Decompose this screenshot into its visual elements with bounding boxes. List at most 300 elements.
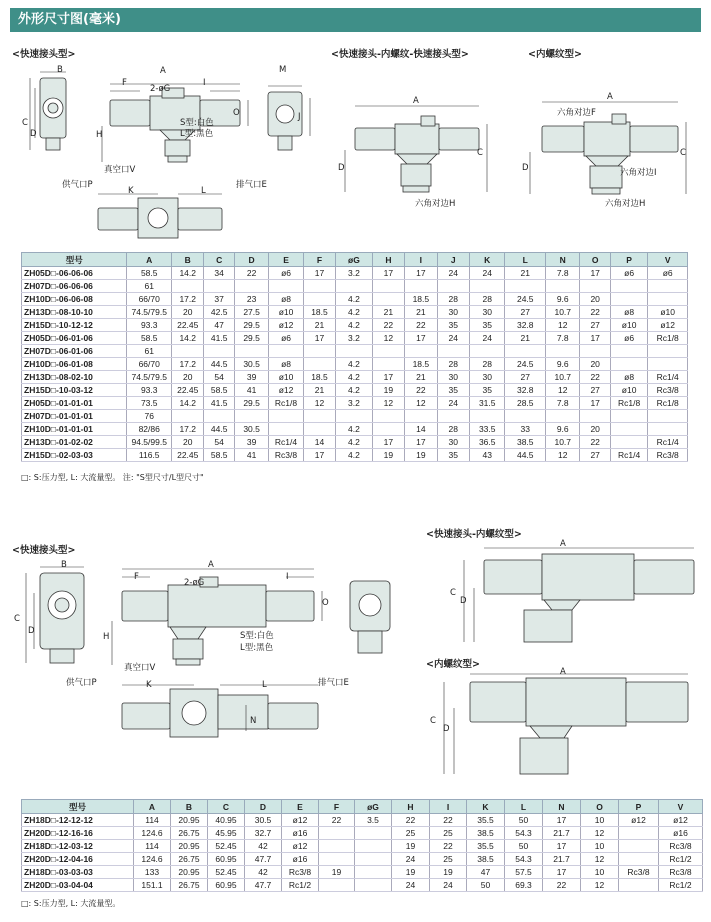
dim-j: J xyxy=(298,112,301,122)
value-cell: 3.2 xyxy=(336,397,372,410)
value-cell: 82/86 xyxy=(127,423,172,436)
value-cell: 14 xyxy=(303,436,335,449)
dim-b: B xyxy=(57,65,63,75)
value-cell: ø8 xyxy=(610,371,648,384)
value-cell: 94.5/99.5 xyxy=(127,436,172,449)
value-cell: 58.5 xyxy=(127,332,172,345)
value-cell: 12 xyxy=(581,853,619,866)
value-cell: Rc3/8 xyxy=(619,866,659,879)
value-cell: 19 xyxy=(392,866,430,879)
table-row xyxy=(22,814,703,827)
value-cell: 24 xyxy=(437,267,469,280)
value-cell: 17.2 xyxy=(172,293,204,306)
value-cell xyxy=(303,423,335,436)
value-cell: 17 xyxy=(543,814,581,827)
value-cell: 35.5 xyxy=(467,814,505,827)
value-cell xyxy=(269,345,303,358)
value-cell: Rc1/8 xyxy=(610,397,648,410)
value-cell xyxy=(505,345,546,358)
value-cell: 17 xyxy=(372,267,404,280)
header-cell: D xyxy=(234,253,268,267)
value-cell xyxy=(303,293,335,306)
value-cell xyxy=(372,293,404,306)
value-cell: 44.5 xyxy=(204,423,234,436)
value-cell xyxy=(204,345,234,358)
value-cell: 19 xyxy=(405,449,437,462)
value-cell: 30 xyxy=(437,436,469,449)
value-cell: Rc3/8 xyxy=(659,866,703,879)
value-cell: 35 xyxy=(470,319,505,332)
dim-h: H xyxy=(96,130,103,140)
dim-c: C xyxy=(22,118,28,128)
table-row xyxy=(22,358,688,371)
dim-n-b: N xyxy=(250,716,257,726)
value-cell: 93.3 xyxy=(127,319,172,332)
value-cell: 54.3 xyxy=(505,853,543,866)
value-cell: 20.95 xyxy=(171,814,208,827)
value-cell: 151.1 xyxy=(134,879,171,892)
value-cell: 17 xyxy=(372,436,404,449)
value-cell xyxy=(172,410,204,423)
dim-c-b3: C xyxy=(430,716,436,726)
value-cell: 22 xyxy=(580,371,610,384)
table-row xyxy=(22,319,688,332)
value-cell: 30 xyxy=(437,306,469,319)
value-cell xyxy=(204,410,234,423)
page-title: 外形尺寸图(毫米) xyxy=(10,8,701,32)
value-cell xyxy=(172,280,204,293)
value-cell xyxy=(372,423,404,436)
value-cell xyxy=(355,840,392,853)
header-cell: 型号 xyxy=(22,800,134,814)
value-cell: 58.5 xyxy=(204,384,234,397)
value-cell: 4.2 xyxy=(336,384,372,397)
dim-d-b: D xyxy=(28,626,35,636)
value-cell: 21 xyxy=(303,384,335,397)
table-row xyxy=(22,410,688,423)
value-cell: ø10 xyxy=(610,319,648,332)
header-cell: C xyxy=(204,253,234,267)
value-cell: Rc1/2 xyxy=(282,879,319,892)
header-cell: C xyxy=(208,800,245,814)
dim-d-b3: D xyxy=(443,724,450,734)
value-cell: 32.7 xyxy=(245,827,282,840)
value-cell xyxy=(470,345,505,358)
value-cell: 20.95 xyxy=(171,866,208,879)
value-cell: 30.5 xyxy=(234,423,268,436)
value-cell: 29.5 xyxy=(234,319,268,332)
value-cell: Rc1/8 xyxy=(648,397,688,410)
value-cell xyxy=(234,345,268,358)
value-cell: 18.5 xyxy=(405,293,437,306)
table-2-note: □: S:压力型, L: 大流量型。 xyxy=(21,899,121,908)
table-row xyxy=(22,280,688,293)
header-cell: D xyxy=(245,800,282,814)
value-cell: 19 xyxy=(430,866,467,879)
table-row xyxy=(22,306,688,319)
value-cell: 14.2 xyxy=(172,397,204,410)
value-cell: 17 xyxy=(303,267,335,280)
value-cell: 22.45 xyxy=(172,319,204,332)
value-cell xyxy=(610,345,648,358)
value-cell xyxy=(355,879,392,892)
header-cell: A xyxy=(127,253,172,267)
value-cell: 20 xyxy=(580,358,610,371)
header-cell: øG xyxy=(355,800,392,814)
value-cell: 21 xyxy=(505,267,546,280)
header-cell: B xyxy=(171,800,208,814)
value-cell: 42 xyxy=(245,840,282,853)
header-cell: F xyxy=(303,253,335,267)
value-cell: 21 xyxy=(405,371,437,384)
value-cell: 41 xyxy=(234,449,268,462)
section-female: <内螺纹型> xyxy=(528,49,582,60)
value-cell xyxy=(619,840,659,853)
value-cell: 37 xyxy=(204,293,234,306)
value-cell: 114 xyxy=(134,840,171,853)
value-cell: 32.8 xyxy=(505,319,546,332)
value-cell: 18.5 xyxy=(303,371,335,384)
value-cell: 22 xyxy=(543,879,581,892)
value-cell: 57.5 xyxy=(505,866,543,879)
value-cell: 52.45 xyxy=(208,866,245,879)
value-cell: 4.2 xyxy=(336,306,372,319)
model-cell: ZH18D□-12-12-12 xyxy=(22,814,134,827)
value-cell xyxy=(234,410,268,423)
value-cell: 22 xyxy=(392,814,430,827)
value-cell: 69.3 xyxy=(505,879,543,892)
value-cell: 66/70 xyxy=(127,358,172,371)
value-cell: ø12 xyxy=(619,814,659,827)
value-cell: 38.5 xyxy=(467,853,505,866)
value-cell: ø10 xyxy=(269,371,303,384)
value-cell: ø8 xyxy=(610,306,648,319)
header-cell: E xyxy=(269,253,303,267)
value-cell xyxy=(619,853,659,866)
value-cell: 17.2 xyxy=(172,358,204,371)
model-cell: ZH20D□-12-04-16 xyxy=(22,853,134,866)
value-cell: 26.75 xyxy=(171,827,208,840)
value-cell: 17 xyxy=(543,840,581,853)
model-cell: ZH13D□-08-02-10 xyxy=(22,371,127,384)
value-cell: 27.5 xyxy=(234,306,268,319)
value-cell: 22 xyxy=(430,814,467,827)
hex-h-label-3: 六角对边H xyxy=(605,199,646,209)
value-cell: 17 xyxy=(405,267,437,280)
model-cell: ZH13D□-08-10-10 xyxy=(22,306,127,319)
model-cell: ZH07D□-01-01-01 xyxy=(22,410,127,423)
value-cell xyxy=(648,280,688,293)
value-cell xyxy=(303,345,335,358)
value-cell: 7.8 xyxy=(546,267,580,280)
value-cell xyxy=(319,879,355,892)
section-push-fit-female: <快速接头-内螺纹-快速接头型> xyxy=(331,49,469,60)
value-cell xyxy=(610,280,648,293)
value-cell xyxy=(372,280,404,293)
value-cell: 52.45 xyxy=(208,840,245,853)
value-cell: 28 xyxy=(437,293,469,306)
table-row xyxy=(22,866,703,879)
value-cell: 21 xyxy=(505,332,546,345)
value-cell: 17 xyxy=(303,449,335,462)
model-cell: ZH18D□-12-03-12 xyxy=(22,840,134,853)
value-cell: 10 xyxy=(581,866,619,879)
header-cell: E xyxy=(282,800,319,814)
value-cell: 22 xyxy=(580,436,610,449)
value-cell: ø10 xyxy=(610,384,648,397)
value-cell: ø6 xyxy=(269,267,303,280)
value-cell xyxy=(336,280,372,293)
value-cell: 17 xyxy=(580,332,610,345)
value-cell: 12 xyxy=(546,319,580,332)
dim-a-3: A xyxy=(607,92,613,102)
value-cell xyxy=(269,410,303,423)
dim-h-b: H xyxy=(103,632,110,642)
value-cell: 28 xyxy=(470,358,505,371)
table-1-note: □: S:压力型, L: 大流量型。 注: "S型尺寸/L型尺寸" xyxy=(21,473,204,482)
value-cell xyxy=(303,358,335,371)
value-cell xyxy=(648,345,688,358)
dim-o: O xyxy=(233,108,240,118)
model-cell: ZH10D□-06-01-08 xyxy=(22,358,127,371)
value-cell: 22 xyxy=(372,319,404,332)
value-cell: ø6 xyxy=(610,332,648,345)
value-cell: 24 xyxy=(470,332,505,345)
value-cell: 28 xyxy=(470,293,505,306)
value-cell: 20.95 xyxy=(171,840,208,853)
table-row xyxy=(22,397,688,410)
dim-g-b: 2-øG xyxy=(184,578,205,588)
value-cell xyxy=(355,827,392,840)
model-cell: ZH05D□-06-06-06 xyxy=(22,267,127,280)
value-cell: ø10 xyxy=(269,306,303,319)
value-cell: 10.7 xyxy=(546,371,580,384)
model-cell: ZH15D□-02-03-03 xyxy=(22,449,127,462)
value-cell xyxy=(610,423,648,436)
value-cell: 14.2 xyxy=(172,267,204,280)
value-cell: 18.5 xyxy=(303,306,335,319)
value-cell: 30.5 xyxy=(245,814,282,827)
value-cell xyxy=(546,410,580,423)
vacuum-port-label-b: 真空口V xyxy=(124,663,156,673)
model-cell: ZH15D□-10-12-12 xyxy=(22,319,127,332)
value-cell: 7.8 xyxy=(546,332,580,345)
value-cell: 60.95 xyxy=(208,879,245,892)
value-cell: 10 xyxy=(581,814,619,827)
dim-c-2: C xyxy=(477,148,483,158)
value-cell: 41 xyxy=(234,384,268,397)
value-cell: 22 xyxy=(234,267,268,280)
dim-a-2: A xyxy=(413,96,419,106)
table-row xyxy=(22,293,688,306)
value-cell: 17 xyxy=(405,332,437,345)
value-cell: ø12 xyxy=(282,840,319,853)
header-cell: P xyxy=(610,253,648,267)
value-cell: 25 xyxy=(430,853,467,866)
dim-c-b2: C xyxy=(450,588,456,598)
value-cell: 31.5 xyxy=(470,397,505,410)
l-type-label: L型:黑色 xyxy=(180,129,214,139)
value-cell: 12 xyxy=(372,332,404,345)
value-cell: 76 xyxy=(127,410,172,423)
value-cell xyxy=(648,423,688,436)
s-type-label-b: S型:白色 xyxy=(240,631,274,641)
drawing-female-top xyxy=(520,58,700,238)
value-cell: 44.5 xyxy=(505,449,546,462)
header-cell: O xyxy=(580,253,610,267)
value-cell: 14 xyxy=(405,423,437,436)
dim-d-2: D xyxy=(338,163,345,173)
value-cell: 4.2 xyxy=(336,319,372,332)
value-cell: 12 xyxy=(303,397,335,410)
value-cell xyxy=(405,345,437,358)
value-cell: 12 xyxy=(405,397,437,410)
value-cell: Rc1/2 xyxy=(659,853,703,866)
value-cell: 28 xyxy=(437,423,469,436)
value-cell: 93.3 xyxy=(127,384,172,397)
value-cell: 4.2 xyxy=(336,423,372,436)
supply-port-label-b: 供气口P xyxy=(66,678,97,688)
value-cell: Rc1/4 xyxy=(269,436,303,449)
value-cell: 50 xyxy=(505,840,543,853)
value-cell: 3.2 xyxy=(336,332,372,345)
dim-i-b: I xyxy=(286,572,289,582)
header-cell: H xyxy=(372,253,404,267)
value-cell xyxy=(437,280,469,293)
model-cell: ZH07D□-06-01-06 xyxy=(22,345,127,358)
value-cell: 17 xyxy=(303,332,335,345)
dim-k-b: K xyxy=(146,680,152,690)
value-cell: 114 xyxy=(134,814,171,827)
value-cell: 17.2 xyxy=(172,423,204,436)
hex-f-label: 六角对边F xyxy=(557,108,596,118)
value-cell: Rc3/8 xyxy=(659,840,703,853)
value-cell: 47 xyxy=(204,319,234,332)
value-cell xyxy=(372,345,404,358)
value-cell: 35.5 xyxy=(467,840,505,853)
value-cell: 23 xyxy=(234,293,268,306)
value-cell: 17 xyxy=(580,397,610,410)
value-cell: 24 xyxy=(437,332,469,345)
value-cell: 27 xyxy=(505,306,546,319)
value-cell: 30.5 xyxy=(234,358,268,371)
value-cell: 58.5 xyxy=(204,449,234,462)
value-cell: 22.45 xyxy=(172,449,204,462)
value-cell: 19 xyxy=(372,449,404,462)
value-cell: 22 xyxy=(430,840,467,853)
value-cell: 12 xyxy=(546,449,580,462)
header-cell: V xyxy=(659,800,703,814)
header-cell: B xyxy=(172,253,204,267)
value-cell xyxy=(505,410,546,423)
value-cell: 20 xyxy=(172,436,204,449)
value-cell: 10.7 xyxy=(546,306,580,319)
value-cell xyxy=(336,345,372,358)
value-cell: 32.8 xyxy=(505,384,546,397)
model-cell: ZH07D□-06-06-06 xyxy=(22,280,127,293)
value-cell: ø6 xyxy=(610,267,648,280)
table-row xyxy=(22,840,703,853)
value-cell: Rc1/4 xyxy=(648,436,688,449)
value-cell: 40.95 xyxy=(208,814,245,827)
supply-port-label: 供气口P xyxy=(62,180,93,190)
value-cell: 33.5 xyxy=(470,423,505,436)
header-cell: øG xyxy=(336,253,372,267)
table-row xyxy=(22,345,688,358)
value-cell: 39 xyxy=(234,436,268,449)
value-cell xyxy=(172,345,204,358)
value-cell: 41.5 xyxy=(204,397,234,410)
model-cell: ZH15D□-10-03-12 xyxy=(22,384,127,397)
value-cell xyxy=(372,410,404,423)
header-cell: N xyxy=(546,253,580,267)
table-row xyxy=(22,827,703,840)
value-cell: 9.6 xyxy=(546,423,580,436)
value-cell: ø12 xyxy=(648,319,688,332)
spec-table-2 xyxy=(21,799,703,892)
value-cell: 21 xyxy=(405,306,437,319)
value-cell: 27 xyxy=(580,449,610,462)
value-cell: 22 xyxy=(405,384,437,397)
dim-a-b3: A xyxy=(560,667,566,677)
value-cell: 24 xyxy=(392,879,430,892)
value-cell: 50 xyxy=(505,814,543,827)
value-cell: 20 xyxy=(580,423,610,436)
value-cell: 26.75 xyxy=(171,853,208,866)
value-cell: 12 xyxy=(581,827,619,840)
dim-a-b2: A xyxy=(560,539,566,549)
model-cell: ZH05D□-01-01-01 xyxy=(22,397,127,410)
value-cell: 35 xyxy=(437,449,469,462)
value-cell: ø12 xyxy=(282,814,319,827)
header-cell: K xyxy=(470,253,505,267)
value-cell: 38.5 xyxy=(467,827,505,840)
exhaust-port-label: 排气口E xyxy=(236,180,267,190)
dim-f: F xyxy=(122,78,127,88)
dim-f-b: F xyxy=(134,572,139,582)
dim-a: A xyxy=(160,66,166,76)
header-cell: P xyxy=(619,800,659,814)
value-cell: 61 xyxy=(127,280,172,293)
value-cell xyxy=(303,410,335,423)
header-cell: L xyxy=(505,800,543,814)
value-cell: 20 xyxy=(580,293,610,306)
model-cell: ZH18D□-03-03-03 xyxy=(22,866,134,879)
value-cell: Rc3/8 xyxy=(269,449,303,462)
value-cell: ø16 xyxy=(659,827,703,840)
header-cell: A xyxy=(134,800,171,814)
value-cell: 4.2 xyxy=(336,358,372,371)
header-cell: F xyxy=(319,800,355,814)
value-cell: Rc3/8 xyxy=(282,866,319,879)
value-cell xyxy=(546,280,580,293)
dim-b-b: B xyxy=(61,560,67,570)
value-cell: ø12 xyxy=(269,319,303,332)
value-cell xyxy=(204,280,234,293)
value-cell: Rc1/4 xyxy=(610,449,648,462)
value-cell: 42 xyxy=(245,866,282,879)
value-cell: 124.6 xyxy=(134,827,171,840)
model-cell: ZH10D□-01-01-01 xyxy=(22,423,127,436)
dim-a-b: A xyxy=(208,560,214,570)
value-cell: ø8 xyxy=(269,293,303,306)
header-cell: 型号 xyxy=(22,253,127,267)
value-cell: 19 xyxy=(392,840,430,853)
header-cell: H xyxy=(392,800,430,814)
value-cell: 20 xyxy=(172,306,204,319)
value-cell: 27 xyxy=(505,371,546,384)
value-cell xyxy=(269,423,303,436)
